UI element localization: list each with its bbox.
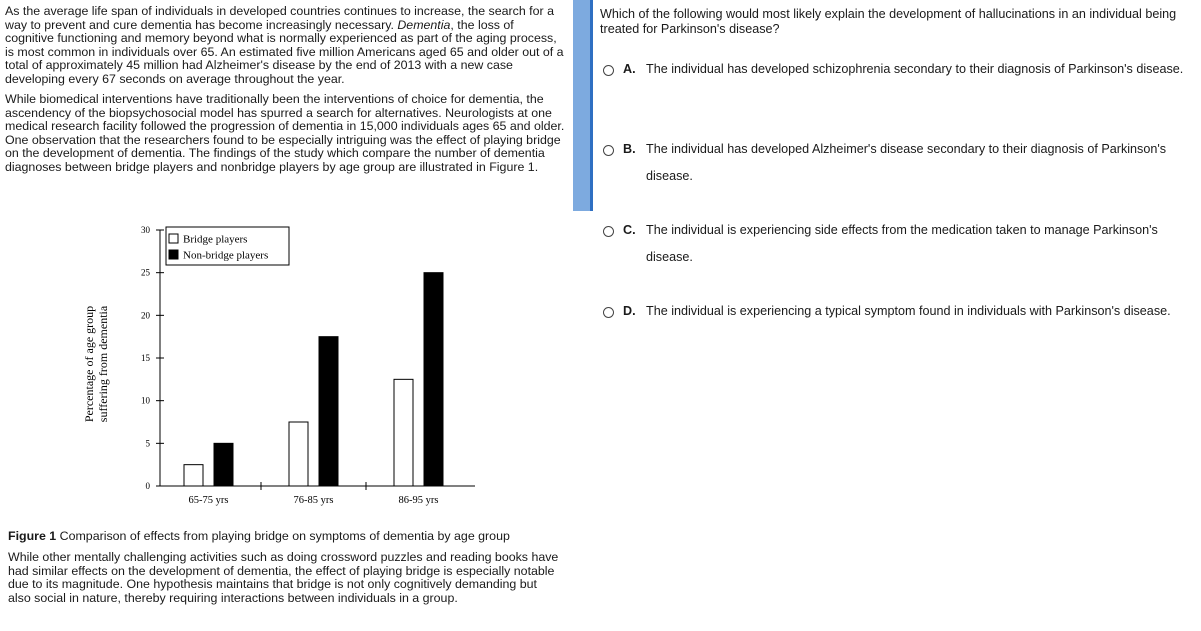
figure-1 bbox=[75, 220, 495, 515]
pane-divider-scrollbar[interactable] bbox=[573, 0, 593, 211]
radio-button-d[interactable] bbox=[603, 307, 614, 318]
y-axis-label-line-1: Percentage of age group bbox=[82, 305, 96, 423]
passage-paragraph-3: While other mentally challenging activities such as doing crossword puzzles and reading books have had similar effects on the development of dementia, the effect of playing bridge is especially notable due to its magnitude. One hypothesis maintains that bridge is not only cognitively demanding but also social in nature, thereby requiring interactions between individuals in a group. bbox=[8, 550, 559, 605]
bar-bridge-1 bbox=[184, 465, 203, 486]
legend-label-nonbridge: Non-bridge players bbox=[183, 249, 269, 262]
bar-chart bbox=[75, 220, 495, 515]
choice-text-b: The individual has developed Alzheimer's disease secondary to their diagnosis of Parkinson's disease. bbox=[646, 142, 1167, 183]
question-prompt: Which of the following would most likely explain the development of hallucinations in an individual being treated for Parkinson's disease? bbox=[600, 7, 1177, 36]
figure-caption-label: Figure 1 bbox=[8, 529, 57, 543]
bar-bridge-2 bbox=[289, 422, 308, 486]
bar-nonbridge-3 bbox=[424, 273, 443, 486]
passage-paragraph-1: As the average life span of individuals in developed countries continues to increase, the search for a way to prevent and cure dementia has become increasingly necessary. Dementia, the loss of cognitive functioning and memory beyond what is normally experienced as part of the aging process, is most common in individuals over 65. An estimated five million Americans aged 65 and older out of a total of approximately 45 million had Alzheimer's disease by the end of 2013 with a new case developing every 67 seconds on average throughout the year. bbox=[5, 4, 564, 86]
y-tick-label: 10 bbox=[141, 395, 150, 406]
radio-button-b[interactable] bbox=[603, 145, 614, 156]
x-category-label: 65-75 yrs bbox=[188, 495, 229, 506]
bar-nonbridge-2 bbox=[319, 337, 338, 486]
choice-letter-c: C. bbox=[623, 223, 636, 237]
radio-button-a[interactable] bbox=[603, 65, 614, 76]
bar-bridge-3 bbox=[394, 379, 413, 486]
y-tick-label: 20 bbox=[141, 310, 150, 321]
figure-caption bbox=[8, 529, 568, 543]
passage-paragraph-2: While biomedical interventions have traditionally been the interventions of choice for dementia, the ascendency of the biopsychosocial model has spurred a search for alternatives. Neurologists at one medical research facility followed the progression of dementia in 15,000 individuals ages 65 and older. One observation that the researchers found to be especially intriguing was the effect of playing bridge on the development of dementia. The findings of the study which compare the number of dementia diagnoses between bridge players and nonbridge players by age group are illustrated in Figure 1. bbox=[5, 92, 565, 174]
bar-nonbridge-1 bbox=[214, 443, 233, 486]
radio-button-c[interactable] bbox=[603, 226, 614, 237]
choice-text-d: The individual is experiencing a typical symptom found in individuals with Parkinson's disease. bbox=[646, 304, 1171, 318]
y-tick-label: 15 bbox=[141, 353, 150, 363]
choice-text-a: The individual has developed schizophrenia secondary to their diagnosis of Parkinson's disease. bbox=[646, 62, 1184, 76]
legend-label-bridge: Bridge players bbox=[183, 233, 248, 246]
choice-letter-b: B. bbox=[623, 142, 636, 156]
y-tick-label: 5 bbox=[145, 438, 150, 449]
choice-letter-a: A. bbox=[623, 62, 636, 76]
legend-swatch-bridge bbox=[169, 234, 178, 243]
choice-text-c: The individual is experiencing side effects from the medication taken to manage Parkinson's disease. bbox=[646, 223, 1158, 264]
x-category-label: 86-95 yrs bbox=[398, 495, 439, 506]
choice-letter-d: D. bbox=[623, 304, 636, 318]
scrollbar-thumb[interactable] bbox=[590, 0, 593, 211]
legend-swatch-nonbridge bbox=[169, 250, 178, 259]
y-tick-label: 0 bbox=[145, 481, 150, 491]
y-axis-label-line-2: suffering from dementia bbox=[96, 305, 110, 423]
y-tick-label: 25 bbox=[141, 267, 150, 278]
figure-caption-text: Comparison of effects from playing bridge on symptoms of dementia by age group bbox=[56, 529, 510, 543]
passage bbox=[5, 5, 565, 181]
x-category-label: 76-85 yrs bbox=[293, 495, 334, 506]
y-tick-label: 30 bbox=[141, 225, 150, 235]
dementia-term: Dementia bbox=[397, 17, 451, 32]
